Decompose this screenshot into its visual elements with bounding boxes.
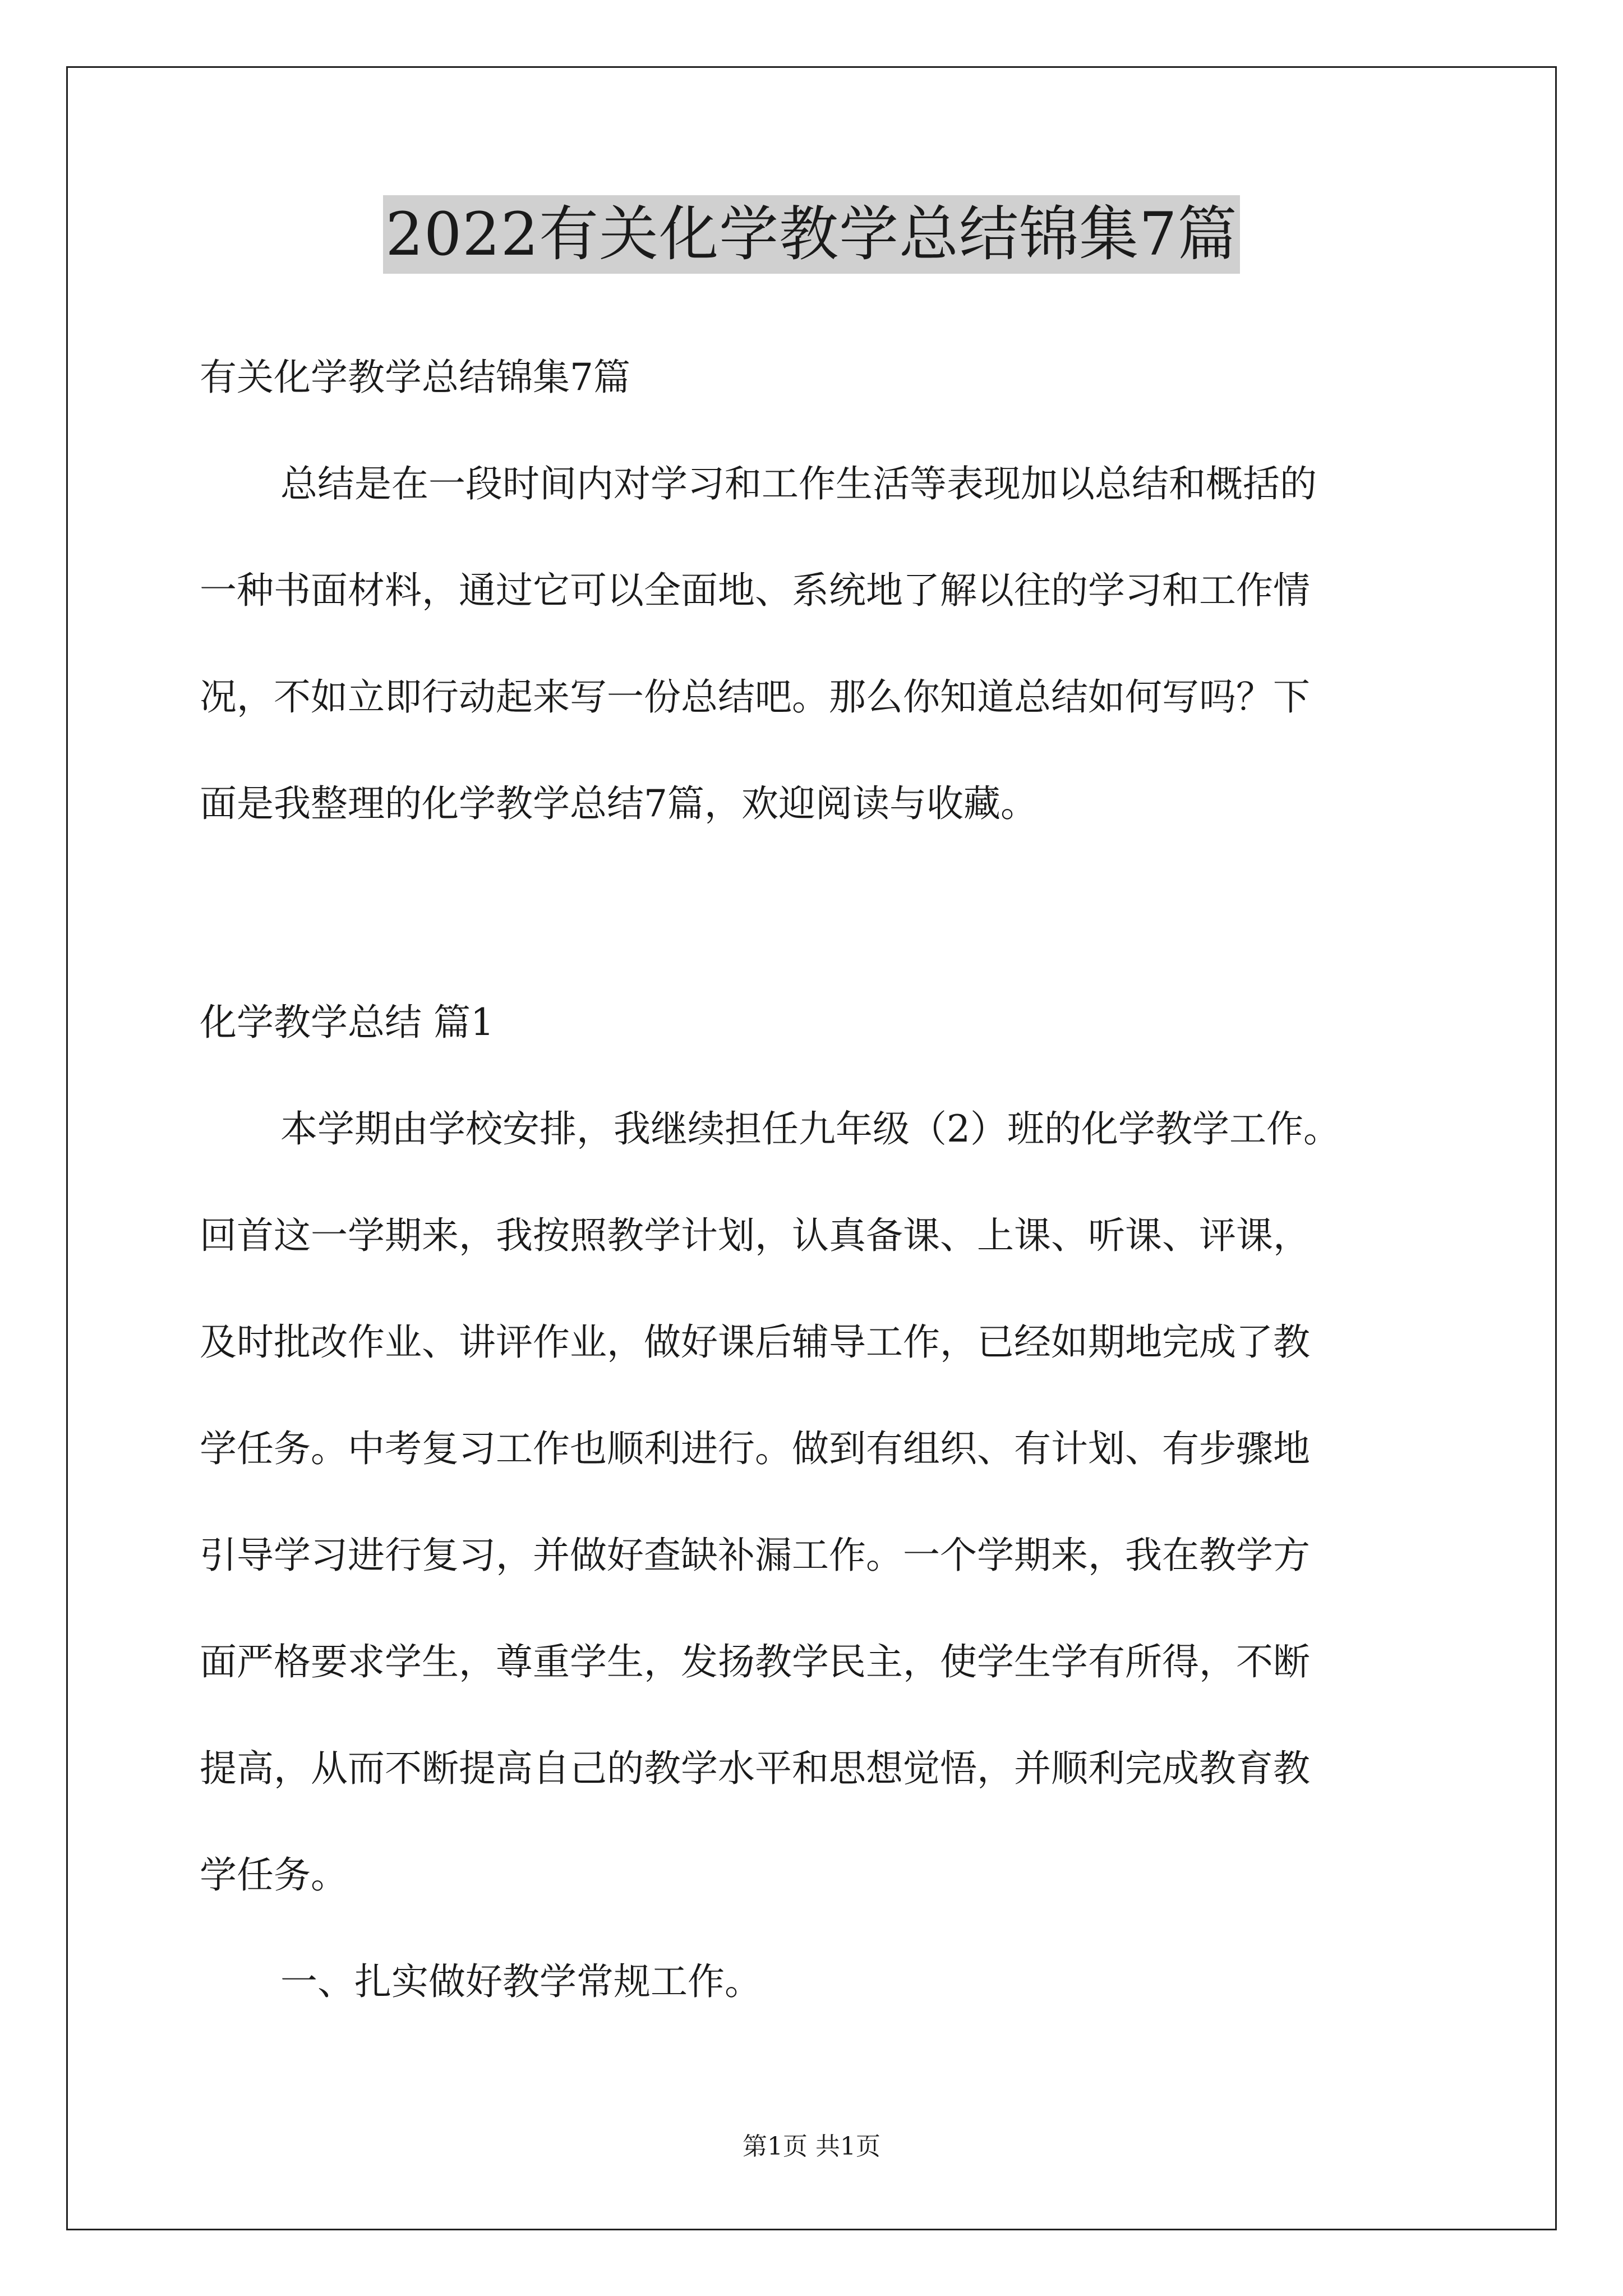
- body-line: 提高，从而不断提高自己的教学水平和思想觉悟，并顺利完成教育教: [200, 1747, 1310, 1790]
- body-line: 引导学习进行复习，并做好查缺补漏工作。一个学期来，我在教学方: [200, 1534, 1310, 1577]
- document-subtitle: 有关化学教学总结锦集7篇: [200, 356, 630, 399]
- intro-line: 面是我整理的化学教学总结7篇，欢迎阅读与收藏。: [200, 782, 1038, 825]
- section-point: 一、扎实做好教学常规工作。: [280, 1960, 762, 2003]
- body-line: 本学期由学校安排，我继续担任九年级（2）班的化学教学工作。: [280, 1107, 1340, 1151]
- intro-line: 总结是在一段时间内对学习和工作生活等表现加以总结和概括的: [280, 462, 1317, 505]
- body-line: 学任务。中考复习工作也顺利进行。做到有组织、有计划、有步骤地: [200, 1427, 1310, 1470]
- body-line: 面严格要求学生，尊重学生，发扬教学民主，使学生学有所得，不断: [200, 1640, 1310, 1683]
- intro-line: 一种书面材料，通过它可以全面地、系统地了解以往的学习和工作情: [200, 569, 1310, 612]
- page-footer: 第1页 共1页: [743, 2132, 880, 2161]
- intro-line: 况，不如立即行动起来写一份总结吧。那么你知道总结如何写吗？下: [200, 675, 1310, 719]
- document-title: 2022有关化学教学总结锦集7篇: [383, 195, 1239, 274]
- body-line: 及时批改作业、讲评作业，做好课后辅导工作，已经如期地完成了教: [200, 1320, 1310, 1364]
- body-line: 学任务。: [200, 1853, 348, 1897]
- title-block: [0, 195, 1623, 274]
- body-line: 回首这一学期来，我按照教学计划，认真备课、上课、听课、评课，: [200, 1214, 1310, 1257]
- section-heading: 化学教学总结 篇1: [200, 1001, 494, 1044]
